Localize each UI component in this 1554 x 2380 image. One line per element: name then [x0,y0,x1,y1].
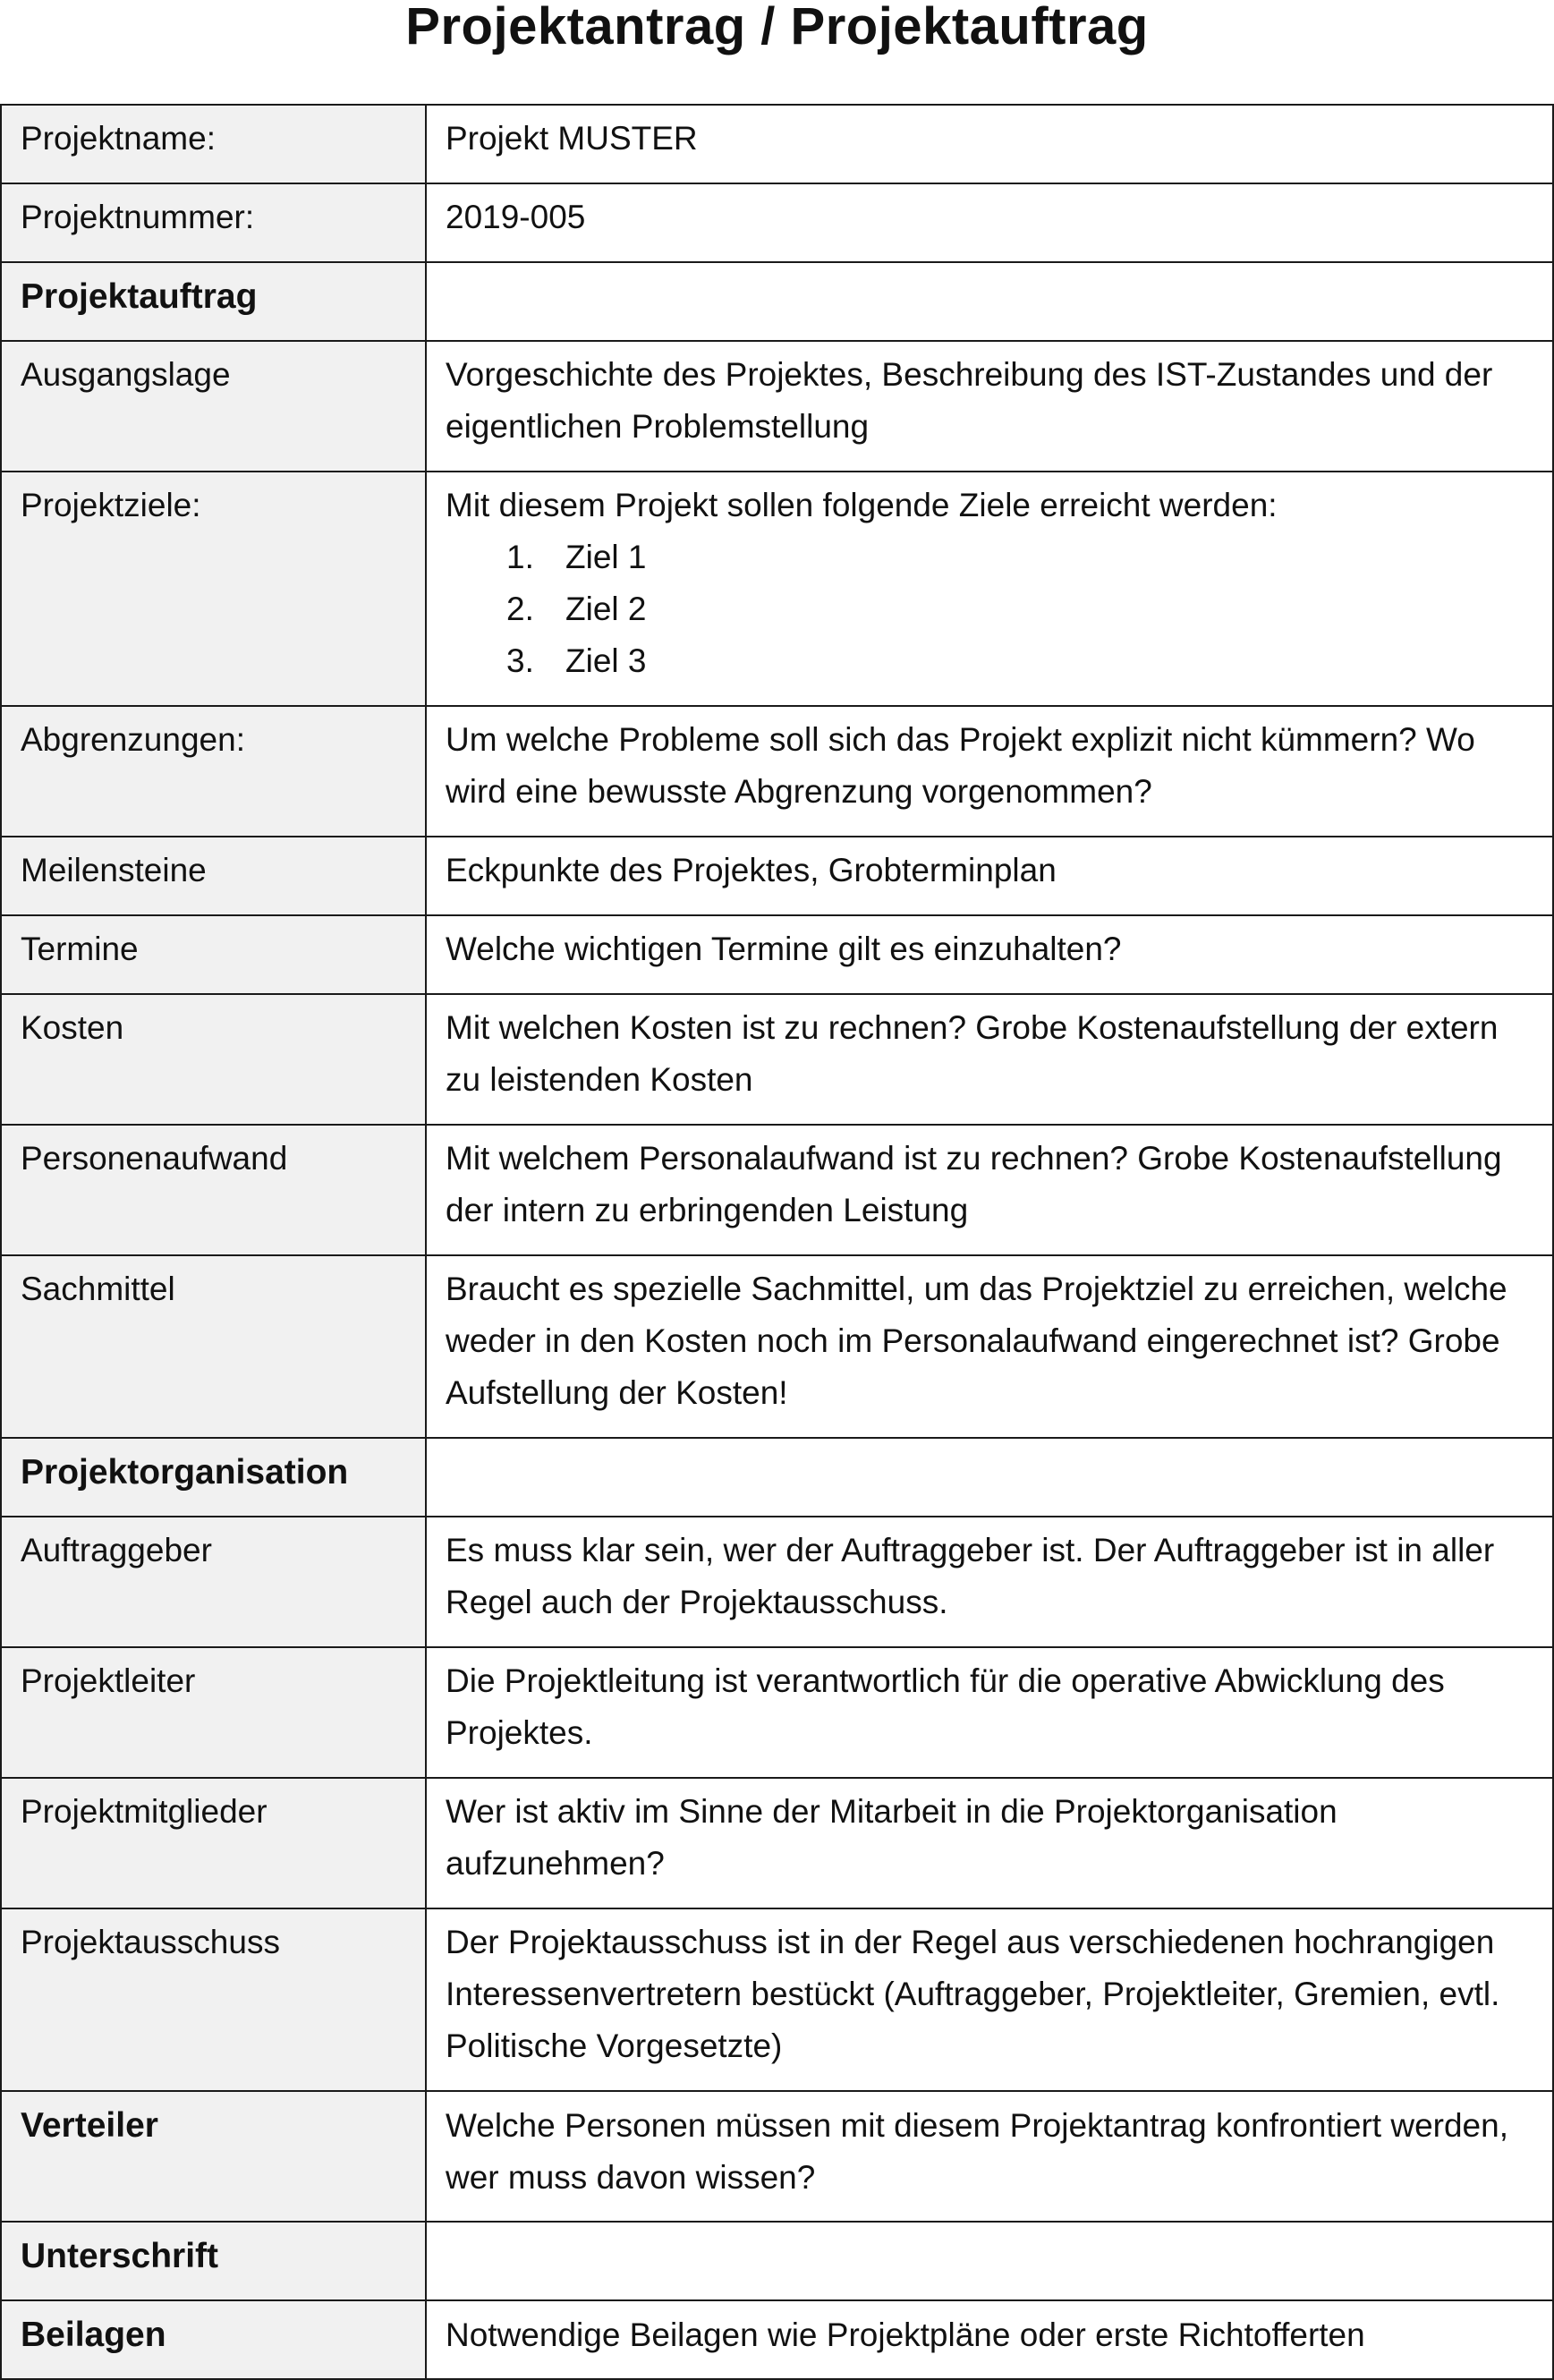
row-label-personenaufwand: Personenaufwand [1,1125,426,1255]
row-label-projektausschuss: Projektausschuss [1,1908,426,2091]
table-row [1,1517,1553,1647]
table-row [1,915,1553,994]
document-title: Projektantrag / Projektauftrag [405,0,1149,55]
goal-text: Ziel 1 [565,539,647,575]
table-row [1,706,1553,837]
goal-number: 2. [506,591,534,627]
list-item [446,531,1534,583]
table-row [1,183,1553,262]
table-row [1,1255,1553,1438]
row-value-projektleiter: Die Projektleitung ist verantwortlich für die operative Abwicklung des Projektes. [426,1647,1553,1778]
section-row [1,2300,1553,2379]
goal-number: 1. [506,539,534,575]
row-value-meilensteine: Eckpunkte des Projektes, Grobterminplan [426,837,1553,915]
row-label-abgrenzungen: Abgrenzungen: [1,706,426,837]
signature-field [426,2222,1553,2300]
table-row [1,1778,1553,1908]
row-label-sachmittel: Sachmittel [1,1255,426,1438]
table-row [1,994,1553,1125]
row-label-projektmitglieder: Projektmitglieder [1,1778,426,1908]
row-label-projektname: Projektname: [1,105,426,183]
row-value-auftraggeber: Es muss klar sein, wer der Auftraggeber ist. Der Auftraggeber ist in aller Regel auch der Projektausschuss. [426,1517,1553,1647]
section-heading-projektorganisation: Projektorganisation [1,1438,426,1517]
row-value-projektmitglieder: Wer ist aktiv im Sinne der Mitarbeit in die Projektorganisation aufzunehmen? [426,1778,1553,1908]
list-item [446,635,1534,687]
row-value-personenaufwand: Mit welchem Personalaufwand ist zu rechnen? Grobe Kostenaufstellung der intern zu erbringenden Leistung [426,1125,1553,1255]
table-row [1,472,1553,706]
row-value-kosten: Mit welchen Kosten ist zu rechnen? Grobe Kostenaufstellung der extern zu leistenden Kosten [426,994,1553,1125]
row-label-meilensteine: Meilensteine [1,837,426,915]
goal-text: Ziel 2 [565,591,647,627]
row-label-projektziele: Projektziele: [1,472,426,706]
row-label-auftraggeber: Auftraggeber [1,1517,426,1647]
section-heading-projektauftrag: Projektauftrag [1,262,426,341]
list-item [446,583,1534,635]
row-value-verteiler: Welche Personen müssen mit diesem Projektantrag konfrontiert werden, wer muss davon wissen? [426,2091,1553,2222]
project-form-table [0,104,1554,2380]
row-value-beilagen: Notwendige Beilagen wie Projektpläne oder erste Richtofferten [426,2300,1553,2379]
row-value-projektname: Projekt MUSTER [426,105,1553,183]
goal-number: 3. [506,642,534,679]
row-label-projektleiter: Projektleiter [1,1647,426,1778]
row-label-termine: Termine [1,915,426,994]
row-value-projektziele [426,472,1553,706]
goals-intro: Mit diesem Projekt sollen folgende Ziele erreicht werden: [446,487,1278,523]
section-row [1,1438,1553,1517]
row-value-abgrenzungen: Um welche Probleme soll sich das Projekt explizit nicht kümmern? Wo wird eine bewusste Abgrenzung vorgenommen? [426,706,1553,837]
goals-list [446,531,1534,687]
row-label-kosten: Kosten [1,994,426,1125]
section-empty-cell [426,262,1553,341]
table-row [1,1908,1553,2091]
table-row [1,1125,1553,1255]
section-row [1,2091,1553,2222]
section-empty-cell [426,1438,1553,1517]
row-label-projektnummer: Projektnummer: [1,183,426,262]
row-value-ausgangslage: Vorgeschichte des Projektes, Beschreibung des IST-Zustandes und der eigentlichen Problemstellung [426,341,1553,472]
section-row [1,2222,1553,2300]
section-heading-beilagen: Beilagen [1,2300,426,2379]
section-heading-verteiler: Verteiler [1,2091,426,2222]
section-heading-unterschrift: Unterschrift [1,2222,426,2300]
table-row [1,341,1553,472]
row-value-projektausschuss: Der Projektausschuss ist in der Regel aus verschiedenen hochrangigen Interessenvertretern bestückt (Auftraggeber, Projektleiter, Gremien, evtl. Politische Vorgesetzte) [426,1908,1553,2091]
table-row [1,1647,1553,1778]
table-row [1,837,1553,915]
goal-text: Ziel 3 [565,642,647,679]
table-row [1,105,1553,183]
row-label-ausgangslage: Ausgangslage [1,341,426,472]
section-row [1,262,1553,341]
row-value-projektnummer: 2019-005 [426,183,1553,262]
row-value-termine: Welche wichtigen Termine gilt es einzuhalten? [426,915,1553,994]
row-value-sachmittel: Braucht es spezielle Sachmittel, um das Projektziel zu erreichen, welche weder in den Kosten noch im Personalaufwand eingerechnet ist? Grobe Aufstellung der Kosten! [426,1255,1553,1438]
